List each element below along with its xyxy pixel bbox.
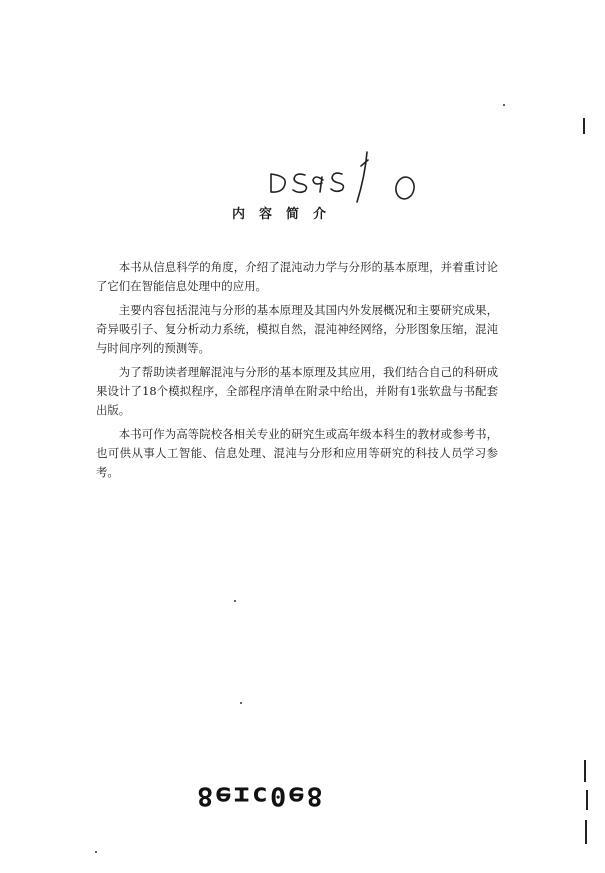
paragraph: 本书可作为高等院校各相关专业的研究生或高年级本科生的教材或参考书，也可供从事人工智能、信息处理、混沌与分形和应用等研究的科技人员学习参考。 [96, 427, 498, 479]
scan-speck [234, 600, 236, 602]
scan-edge-mark [586, 790, 588, 810]
scan-speck [95, 851, 97, 853]
paragraph: 为了帮助读者理解混沌与分形的基本原理及其应用，我们结合自己的科研成果设计了18个模拟程序，全部程序清单在附录中给出，并附有1张软盘与书配套出版。 [96, 365, 498, 417]
scan-speck [240, 702, 242, 704]
scan-edge-mark [584, 760, 586, 782]
body-text [96, 258, 498, 487]
section-title: 内容简介 [232, 207, 341, 222]
scan-edge-mark [585, 820, 587, 844]
stamp-number: 8ɘ0ɔɪɘ8 [195, 780, 323, 811]
scan-edge-mark [583, 118, 585, 134]
paragraph: 本书从信息科学的角度，介绍了混沌动力学与分形的基本原理，并着重讨论了它们在智能信息处理中的应用。 [96, 260, 498, 293]
handwritten-note [265, 146, 445, 210]
scan-speck [503, 104, 505, 106]
paragraph: 主要内容包括混沌与分形的基本原理及其国内外发展概况和主要研究成果，奇异吸引子、复分析动力系统，模拟自然，混沌神经网络，分形图象压缩，混沌与时间序列的预测等。 [96, 303, 498, 355]
